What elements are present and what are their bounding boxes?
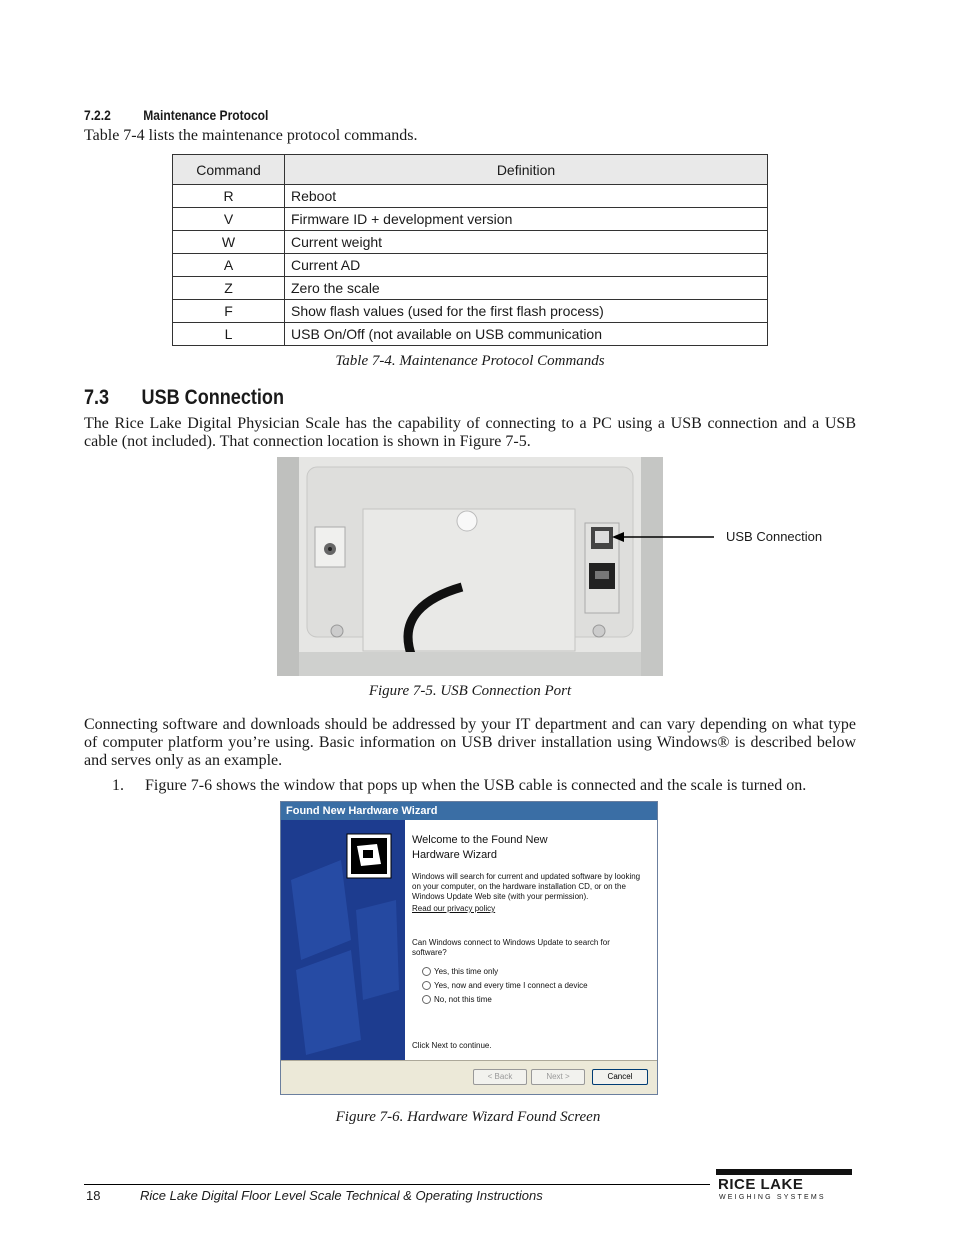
- definition-cell: Show flash values (used for the first flash process): [285, 300, 768, 323]
- section-number: 7.3: [84, 386, 110, 409]
- definition-cell: Reboot: [285, 185, 768, 208]
- command-cell: Z: [173, 277, 285, 300]
- privacy-policy-link[interactable]: Read our privacy policy: [412, 904, 496, 913]
- wizard-side-panel: [281, 820, 405, 1060]
- table-row: [173, 208, 768, 231]
- definition-cell: Zero the scale: [285, 277, 768, 300]
- option-label: No, not this time: [434, 995, 492, 1004]
- definition-cell: USB On/Off (not available on USB communication: [285, 323, 768, 346]
- table-caption: Table 7-4. Maintenance Protocol Commands: [335, 353, 605, 369]
- command-cell: L: [173, 323, 285, 346]
- software-paragraph: Connecting software and downloads should be addressed by your IT department and can vary depending on what type of computer platform you’re using. Basic information on USB driver installation using Windows® is described below and serves only as an example.: [84, 716, 856, 769]
- cancel-button[interactable]: Cancel: [592, 1069, 648, 1085]
- section-title: Maintenance Protocol: [143, 107, 269, 123]
- page-number: 18: [86, 1188, 101, 1203]
- document-title: Rice Lake Digital Floor Level Scale Technical & Operating Instructions: [140, 1188, 543, 1203]
- usb-port-photo: [277, 457, 663, 676]
- next-button[interactable]: Next >: [531, 1069, 585, 1085]
- logo-text: RICE LAKE: [718, 1176, 804, 1193]
- table-header-row: [173, 155, 768, 185]
- wizard-description: Windows will search for current and updated software by looking on your computer, on the hardware installation CD, or on the Windows Update Web site (with your permission).: [412, 872, 641, 901]
- option-yes-every-time[interactable]: [422, 981, 588, 991]
- figure-7-6-caption: Figure 7-6. Hardware Wizard Found Screen: [335, 1109, 601, 1125]
- table-row: [173, 277, 768, 300]
- wizard-question: Can Windows connect to Windows Update to search for software?: [412, 938, 610, 957]
- usb-connection-label: USB Connection: [726, 529, 823, 544]
- command-cell: W: [173, 231, 285, 254]
- step-number: 1.: [112, 777, 124, 794]
- section-7-2-2-heading: [84, 107, 268, 123]
- option-yes-this-time[interactable]: [422, 967, 498, 977]
- header-command: Command: [173, 155, 285, 185]
- command-cell: V: [173, 208, 285, 231]
- wizard-heading: [412, 833, 548, 863]
- command-cell: A: [173, 254, 285, 277]
- table-row: [173, 300, 768, 323]
- wizard-banner-art: [281, 820, 405, 1060]
- radio-button[interactable]: [422, 981, 431, 990]
- section-number: 7.2.2: [84, 107, 111, 123]
- command-cell: F: [173, 300, 285, 323]
- rice-lake-logo: [716, 1169, 852, 1203]
- wizard-content: [405, 820, 657, 1060]
- figure-7-5-caption: Figure 7-5. USB Connection Port: [368, 683, 572, 699]
- usb-paragraph: The Rice Lake Digital Physician Scale has the capability of connecting to a PC using a USB connection and a USB cable (not included). That connection location is shown in Figure 7-5.: [84, 415, 856, 450]
- definition-cell: Current AD: [285, 254, 768, 277]
- callout-arrow: [610, 528, 720, 548]
- wizard-heading-line2: Hardware Wizard: [412, 849, 497, 861]
- command-cell: R: [173, 185, 285, 208]
- logo-subtitle: WEIGHING SYSTEMS: [719, 1194, 826, 1201]
- section-title: USB Connection: [141, 386, 285, 409]
- option-no[interactable]: [422, 995, 492, 1005]
- header-definition: Definition: [285, 155, 768, 185]
- table-row: [173, 185, 768, 208]
- section-intro: Table 7-4 lists the maintenance protocol commands.: [84, 127, 418, 144]
- wizard-heading-line1: Welcome to the Found New: [412, 834, 548, 846]
- definition-cell: Current weight: [285, 231, 768, 254]
- table-row: [173, 254, 768, 277]
- step-text: Figure 7-6 shows the window that pops up when the USB cable is connected and the scale is turned on.: [145, 777, 807, 794]
- footer-rule: [84, 1184, 710, 1185]
- back-button[interactable]: < Back: [473, 1069, 527, 1085]
- definition-cell: Firmware ID + development version: [285, 208, 768, 231]
- wizard-divider: [281, 1060, 657, 1061]
- radio-button[interactable]: [422, 967, 431, 976]
- section-7-3-heading: [84, 386, 284, 410]
- table-row: [173, 323, 768, 346]
- option-label: Yes, now and every time I connect a device: [434, 981, 588, 990]
- radio-button[interactable]: [422, 995, 431, 1004]
- option-label: Yes, this time only: [434, 967, 499, 976]
- scale-back-illustration: [277, 457, 663, 676]
- wizard-next-hint: Click Next to continue.: [412, 1041, 492, 1050]
- hardware-wizard-window: [280, 801, 658, 1095]
- logo-bar: [716, 1169, 852, 1175]
- wizard-title-bar: Found New Hardware Wizard: [281, 802, 657, 820]
- table-row: [173, 231, 768, 254]
- protocol-table: [172, 154, 768, 346]
